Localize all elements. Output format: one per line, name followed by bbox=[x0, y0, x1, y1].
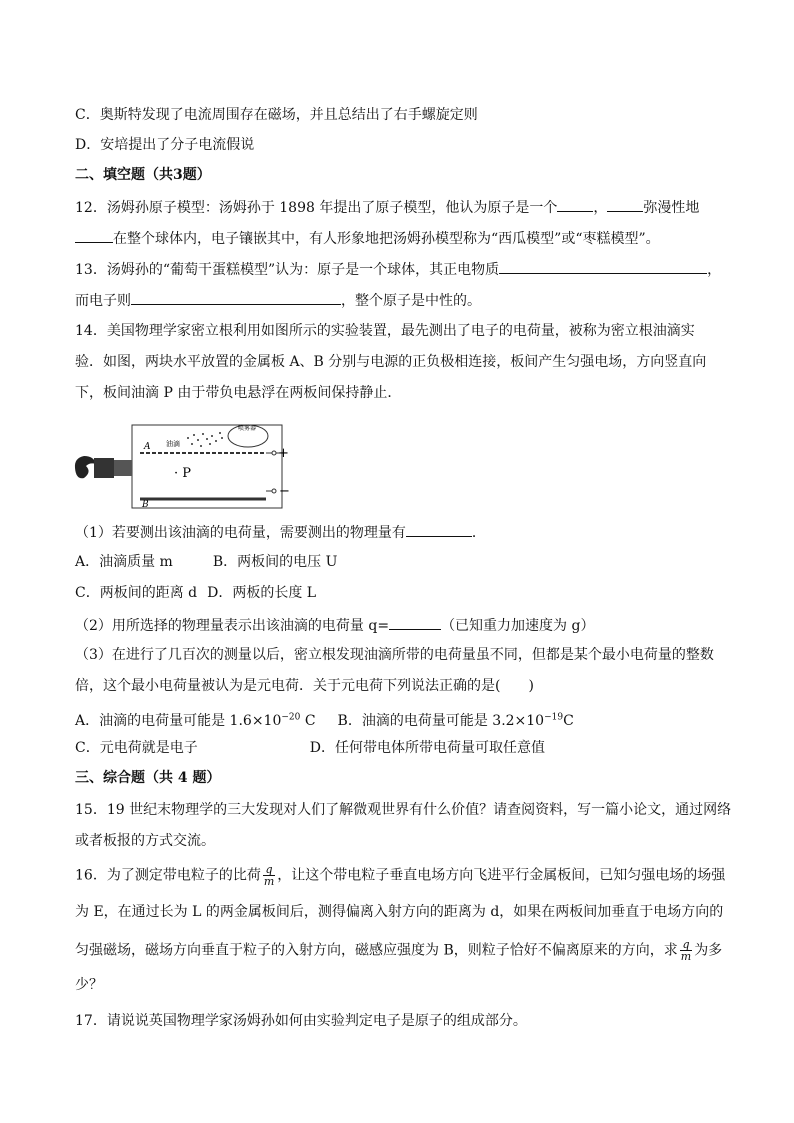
question-14-line-1: 14．美国物理学家密立根利用如图所示的实验装置，最先测出了电子的电荷量，被称为密立根油滴实 bbox=[75, 323, 695, 339]
question-12-line-1: 12．汤姆孙原子模型：汤姆孙于 1898 年提出了原子模型，他认为原子是一个 ， 弥漫性地 bbox=[75, 197, 699, 217]
options-ab-line bbox=[75, 553, 337, 571]
sub-question-1: （1）若要测出该油滴的电荷量，需要测出的物理量有 ． bbox=[75, 522, 486, 542]
section-fill-blank-heading: 二、填空题（共3题） bbox=[75, 167, 211, 183]
option-b: B．两板间的电压 U bbox=[212, 554, 338, 570]
negative-terminal: − bbox=[279, 484, 290, 499]
options-3ab-line bbox=[75, 708, 574, 730]
option-d-line: D．安培提出了分子电流假说 bbox=[75, 137, 255, 153]
question-15-line-2: 或者板报的方式交流。 bbox=[75, 833, 215, 849]
option-3d: D．任何带电体所带电荷量可取任意值 bbox=[309, 740, 545, 756]
option-a: A．油滴质量 m bbox=[75, 554, 173, 570]
answer-blank[interactable] bbox=[499, 259, 707, 274]
answer-blank[interactable] bbox=[557, 197, 593, 212]
sub-question-3-line-1: （3）在进行了几百次的测量以后，密立根发现油滴所带的电荷量虽不同，但都是某个最小电荷量的整数 bbox=[75, 647, 714, 663]
question-14-line-2: 验．如图，两块水平放置的金属板 A、B 分别与电源的正负极相连接，板间产生匀强电场，方向竖直向 bbox=[75, 354, 707, 370]
option-3a: A．油滴的电荷量可能是 $1.6\times 10^{-20}$ C bbox=[75, 712, 316, 729]
question-13-line-1: 13．汤姆孙的“葡萄干蛋糕模型”认为：原子是一个球体，其正电物质 ， bbox=[75, 259, 721, 279]
question-13-line-2: 而电子则 ，整个原子是中性的。 bbox=[75, 290, 481, 310]
apparatus-box bbox=[132, 425, 282, 508]
charge-mass-ratio: $\frac{q}{m}$ bbox=[263, 863, 275, 888]
microscope-icon bbox=[75, 456, 96, 478]
sprayer-label: 喷雾器 bbox=[238, 425, 257, 432]
question-16-line-2: 为 E，在通过长为 L 的两金属板间后，测得偏离入射方向的距离为 d，如果在两板间加垂直于电场方向的 bbox=[75, 904, 724, 920]
plate-a-label: A bbox=[144, 442, 151, 452]
sub-question-3-line-2: 倍，这个最小电荷量被认为是元电荷．关于元电荷下列说法正确的是( ) bbox=[75, 678, 534, 694]
oil-label: 油滴 bbox=[166, 440, 180, 448]
sub-question-2: （2）用所选择的物理量表示出该油滴的电荷量 q= （已知重力加速度为 g） bbox=[75, 615, 594, 635]
answer-blank[interactable] bbox=[131, 290, 341, 305]
plate-b-label: B bbox=[142, 500, 149, 510]
options-cd-line bbox=[75, 584, 316, 602]
answer-blank[interactable] bbox=[75, 228, 113, 243]
answer-blank[interactable] bbox=[406, 522, 472, 537]
option-3b: B．油滴的电荷量可能是 $3.2\times 10^{-19}C$ bbox=[337, 712, 574, 729]
microscope-tube bbox=[114, 460, 132, 476]
option-c-line: C．奥斯特发现了电流周围存在磁场，并且总结出了右手螺旋定则 bbox=[75, 107, 478, 123]
charge-mass-ratio: $\frac{q}{m}$ bbox=[680, 938, 692, 963]
options-3cd-line bbox=[75, 739, 545, 757]
microscope-body bbox=[94, 458, 114, 478]
answer-blank[interactable] bbox=[389, 615, 441, 630]
answer-blank[interactable] bbox=[607, 197, 643, 212]
question-16-line-1: 16．为了测定带电粒子的比荷 $\frac{q}{m}$ ，让这个带电粒子垂直电场方向飞进平行金属板间，已知匀强电场的场强 bbox=[75, 863, 726, 888]
option-d: D．两板的长度 L bbox=[207, 585, 317, 601]
question-16-line-4: 少？ bbox=[75, 977, 103, 993]
positive-terminal: + bbox=[278, 446, 289, 461]
option-c: C．两板间的距离 d bbox=[75, 585, 198, 601]
question-16-line-3: 匀强磁场，磁场方向垂直于粒子的入射方向，磁感应强度为 B，则粒子恰好不偏离原来的方向，求 $\frac{q}{m}$ 为多 bbox=[75, 938, 723, 963]
millikan-apparatus-figure bbox=[70, 420, 310, 510]
question-12-line-2: 在整个球体内，电子镶嵌其中，有人形象地把汤姆孙模型称为“西瓜模型”或“枣糕模型”。 bbox=[75, 228, 660, 248]
question-15-line-1: 15．19 世纪末物理学的三大发现对人们了解微观世界有什么价值？请查阅资料，写一篇小论文，通过网络 bbox=[75, 802, 732, 818]
spray-dots bbox=[187, 432, 223, 447]
question-14-line-3: 下，板间油滴 P 由于带负电悬浮在两板间保持静止． bbox=[75, 385, 402, 401]
option-3c: C．元电荷就是电子 bbox=[75, 740, 198, 756]
droplet-p-label: · P bbox=[174, 466, 192, 481]
section-comprehensive-heading: 三、综合题（共 4 题） bbox=[75, 770, 221, 786]
question-17-line: 17．请说说英国物理学家汤姆孙如何由实验判定电子是原子的组成部分。 bbox=[75, 1013, 527, 1029]
